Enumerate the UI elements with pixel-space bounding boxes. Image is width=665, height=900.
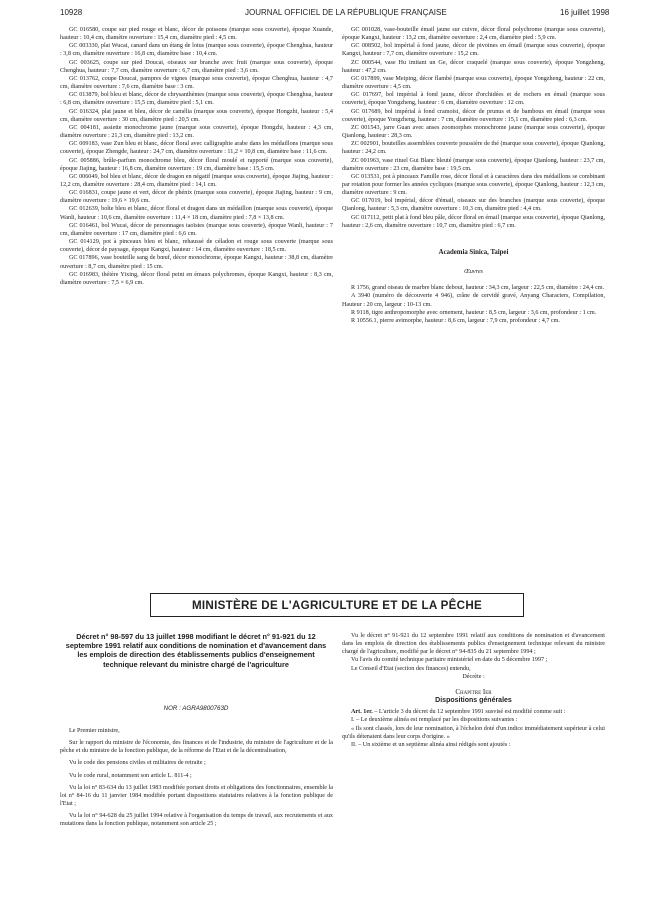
left-column-bottom (60, 723, 333, 829)
paragraph: Vu l'avis du comité technique paritaire ministériel en date du 5 décembre 1997 ; (351, 657, 548, 664)
list-item: GC 014129, pot à pinceaux bleu et blanc, rehaussé de céladon et rouge sous couverte (marque sous couverte), décor de paysage, époque Kangxi, hauteur : 14 cm, diamètre ouverture : 18,5 cm. (60, 239, 333, 254)
chapter-heading: Chapitre Ier (455, 687, 492, 696)
paragraph: Le Premier ministre, (69, 728, 120, 734)
paragraph: Sur le rapport du ministre de l'économie, des finances et de l'industrie, du ministre de l'agriculture et de la pêche et du ministre de la fonction publique, de la réforme de l'Etat et de la décentralisation, (60, 740, 333, 755)
list-item: GC 017896, vase bouteille sang de bœuf, décor monochrome, époque Kangxi, hauteur : 38,8 cm, diamètre ouverture : 8,7 cm, diamètre pied : 15 cm. (60, 255, 333, 270)
list-item: GC 008502, bol impérial à fond jaune, décor de pivoines en émail (marque sous couverte), époque Kangxi, hauteur : 7,7 cm, diamètre ouverture : 15,2 cm. (342, 43, 605, 58)
list-item: GC 003625, coupe sur pied Doucai, oiseaux sur branche avec fruit (marque sous couverte), époque Chenghua, hauteur : 7,7 cm, diamètre ouverture : 6,7 cm, diamètre pied : 3,6 cm. (60, 59, 333, 74)
dispositions-heading: Dispositions générales (435, 697, 512, 705)
paragraph: Vu le décret n° 91-921 du 12 septembre 1991 relatif aux conditions de nomination et d'avancement dans les emplois de direction des établissements publics d'enseignement technique relevant du ministre chargé de l'agriculture, modifié par le décret n° 94-835 du 21 septembre 1994 ; (342, 633, 605, 656)
list-item: ZC 001543, jarre Guan avec anses zoomorphes monochrome jaune (marque sous couverte), époque Qianlong, hauteur : 28,3 cm. (342, 124, 605, 140)
list-item: GC 009183, vase Zun bleu et blanc, décor floral avec calligraphie arabe dans les médaillons (marque sous couverte), époque Zhengde, hauteur : 24,7 cm, diamètre ouverture : 11,2 × 10,8 cm, diamètre base : 11,6 cm. (60, 141, 333, 156)
list-item: GC 017689, bol impérial à fond cramoisi, décor de prunus et de bambous en émail (marque sous couverte), époque Yongzheng, hauteur : 7 cm, diamètre ouverture : 15,1 cm, diamètre pied : 6,3 cm. (342, 108, 605, 123)
list-item: A 3940 (numéro de découverte 4 946), crâne de cervidé gravé, Anyang Characters, Compilation, Hauteur : 20 cm, largeur : 10-13 cm. (342, 293, 605, 308)
issue-date: 16 juillet 1998 (560, 8, 610, 17)
ministry-heading: MINISTÈRE DE L'AGRICULTURE ET DE LA PÊCHE (191, 598, 483, 612)
list-item: GC 013762, coupe Doucai, pampres de vignes (marque sous couverte), époque Chenghua, hauteur : 4,7 cm, diamètre ouverture : 7,6 cm, diamètre base : 3 cm. (60, 75, 333, 91)
list-item: GC 013531, pot à pinceaux Famille rose, décor floral et à caractères dans des médaillons se combinant par rotation pour former les années cycliques (marque sous couverte), époque Qianlong, hauteur : 12,3 cm, diamètre ouverture : 9 cm. (342, 173, 605, 197)
right-column-bottom (342, 632, 605, 749)
list-item: ZC 002901, bouteilles assemblées couverte poussière de thé (marque sous couverte), époque Qianlong, hauteur : 24,2 cm. (342, 141, 605, 156)
list-item: R 9118, tigre anthropomorphe avec ornement, hauteur : 8,5 cm, largeur : 3,6 cm, profondeur : 1 cm. (351, 309, 597, 316)
right-column-top (342, 26, 605, 325)
list-item: GC 016831, coupe jaune et vert, décor de phénix (marque sous couverte), époque Jiajing, hauteur : 9 cm, diamètre ouverture : 19,6 × 19,6 cm. (60, 190, 333, 205)
list-item: GC 016324, plat jaune et bleu, décor de camélia (marque sous couverte), époque Hongzhi, hauteur : 5,4 cm, diamètre ouverture : 30 cm, diamètre pied : 20,5 cm. (60, 108, 333, 123)
list-item: R 1756, grand oiseau de marbre blanc debout, hauteur : 34,3 cm, largeur : 22,5 cm, diamètre : 24,4 cm. (351, 285, 605, 292)
left-column-top (60, 26, 333, 287)
paragraph: Décrète : (462, 673, 485, 680)
list-item: GC 013879, bol bleu et blanc, décor de chrysanthèmes (marque sous couverte), époque Chenghua, hauteur : 6,8 cm, diamètre ouverture : 15,5 cm, diamètre pied : 5,1 cm. (60, 92, 333, 107)
decree-title: Décret n° 98-597 du 13 juillet 1998 modifiant le décret n° 91-921 du 12 septembre 1991 relatif aux conditions de nomination et d'avancement dans les emplois de direction des établissements publics d'enseignement technique relevant du ministre chargé de l'agriculture (65, 632, 327, 669)
list-item: GC 004181, assiette monochrome jaune (marque sous couverte), époque Hongzhi, hauteur : 4,3 cm, diamètre ouverture : 21,3 cm, diamètre pied : 13,2 cm. (60, 124, 333, 140)
list-item: GC 016580, coupe sur pied rouge et blanc, décor de poissons (marque sous couverte), époque Xuande, hauteur : 10,4 cm, diamètre ouverture : 15,4 cm, diamètre pied : 4,5 cm. (60, 27, 333, 42)
paragraph: Le Conseil d'Etat (section des finances) entendu, (351, 665, 471, 672)
list-item: GC 017112, petit plat à fond bleu pâle, décor floral en émail (marque sous couverte), époque Qianlong, hauteur : 2,6 cm, diamètre ouverture : 10,7 cm, diamètre pied : 6,7 cm. (342, 214, 605, 229)
journal-title: JOURNAL OFFICIEL DE LA RÉPUBLIQUE FRANÇAISE (245, 8, 447, 17)
nor-reference: NOR : AGRA9800763D (163, 705, 229, 712)
institution-heading: Academia Sinica, Taipei (438, 248, 509, 256)
paragraph: Vu le code rural, notamment son article L. 811-4 ; (69, 772, 192, 779)
oeuvres-subheading: Œuvres (464, 269, 483, 276)
article-label: Art. 1er. (351, 709, 373, 716)
paragraph: Vu le code des pensions civiles et militaires de retraite ; (69, 760, 206, 767)
list-item: GC 001028, vase-bouteille émail jaune sur cuivre, décor floral polychrome (marque sous couverte), époque Kangxi, hauteur : 13,2 cm, diamètre ouverture : 2,4 cm, diamètre pied : 5,9 cm. (342, 27, 605, 42)
paragraph: « Ils sont classés, lors de leur nomination, à l'échelon doté d'un indice immédiatement supérieur à celui qu'ils détenaient dans leur corps d'origine. » (342, 725, 605, 740)
paragraph: Vu la loi n° 83-634 du 13 juillet 1983 modifiée portant droits et obligations des fonctionnaires, ensemble la loi n° 84-16 du 11 janvier 1984 modifiée portant dispositions statutaires relatives à la fonction publique de l'Etat ; (60, 784, 333, 808)
list-item: GC 017899, vase Meiping, décor flambé (marque sous couverte), époque Yongzheng, hauteur : 22 cm, diamètre ouverture : 4,5 cm. (342, 75, 605, 91)
page-number: 10928 (60, 8, 83, 17)
article-paragraph (342, 708, 605, 716)
list-item: R 10556.1, pierre avimorphe, hauteur : 8,6 cm, largeur : 7,9 cm, profondeur : 4,7 cm. (351, 317, 560, 324)
article-text: – L'article 3 du décret du 12 septembre 1991 susvisé est modifié comme suit : (372, 709, 566, 716)
list-item: GC 005886, brûle-parfum monochrome bleu, décor floral moulé et rapporté (marque sous couverte), époque Jiajing, hauteur : 16,8 cm, diamètre ouverture : 19 cm, diamètre base : 15,5 cm. (60, 157, 333, 172)
paragraph: II. – Un sixième et un septième alinéa ainsi rédigés sont ajoutés : (351, 741, 511, 748)
paragraph: Vu la loi n° 94-628 du 25 juillet 1994 relative à l'organisation du temps de travail, aux recrutements et aux mutations dans la fonction publique, notamment son article 25 ; (60, 813, 333, 828)
ministry-heading-box (150, 593, 524, 617)
list-item: GC 016983, théière Yixing, décor floral peint en émaux polychromes, époque Kangxi, hauteur : 8,3 cm, diamètre ouverture : 7,5 × 6,9 cm. (60, 271, 333, 286)
list-item: GC 012639, boîte bleu et blanc, décor floral et dragon dans un médaillon (marque sous couverte), époque Wanli, hauteur : 10,6 cm, diamètre ouverture : 11,4 × 18 cm, diamètre pied : 7,8 × 13,8 cm. (60, 206, 333, 221)
list-item: GC 017697, bol impérial à fond jaune, décor d'orchidées et de rochers en émail (marque sous couverte), époque Yongzheng, hauteur : 6 cm, diamètre ouverture : 12 cm. (342, 92, 605, 107)
list-item: GC 017019, bol impérial, décor d'émail, oiseaux sur des branches (marque sous couverte), époque Qianlong, hauteur : 5,3 cm, diamètre ouverture : 10,3 cm, diamètre pied : 4,4 cm. (342, 198, 605, 213)
list-item: ZC 000544, vase Hu imitant un Ge, décor craquelé (marque sous couverte), époque Yongzheng, hauteur : 47,2 cm. (342, 59, 605, 74)
list-item: GC 016461, bol Wucai, décor de personnages taoïstes (marque sous couverte), époque Wanli, hauteur : 7 cm, diamètre ouverture : 17 cm, diamètre pied : 6,6 cm. (60, 222, 333, 237)
paragraph: I. – Le deuxième alinéa est remplacé par les dispositions suivantes : (351, 717, 518, 724)
list-item: GC 006049, bol bleu et blanc, décor de dragon en négatif (marque sous couverte), époque Jiajing, hauteur : 12,2 cm, diamètre ouverture : 28,4 cm, diamètre pied : 14,1 cm. (60, 173, 333, 188)
list-item: ZC 001963, vase rituel Gui Blanc bleuté (marque sous couverte), époque Qianlong, hauteur : 23,7 cm, diamètre ouverture : 23 cm, diamètre base : 19,5 cm. (342, 157, 605, 172)
list-item: GC 003330, plat Wucai, canard dans un étang de lotus (marque sous couverte), époque Chenghua, hauteur : 3,8 cm, diamètre ouverture : 16,8 cm, diamètre base : 10,4 cm. (60, 43, 333, 58)
